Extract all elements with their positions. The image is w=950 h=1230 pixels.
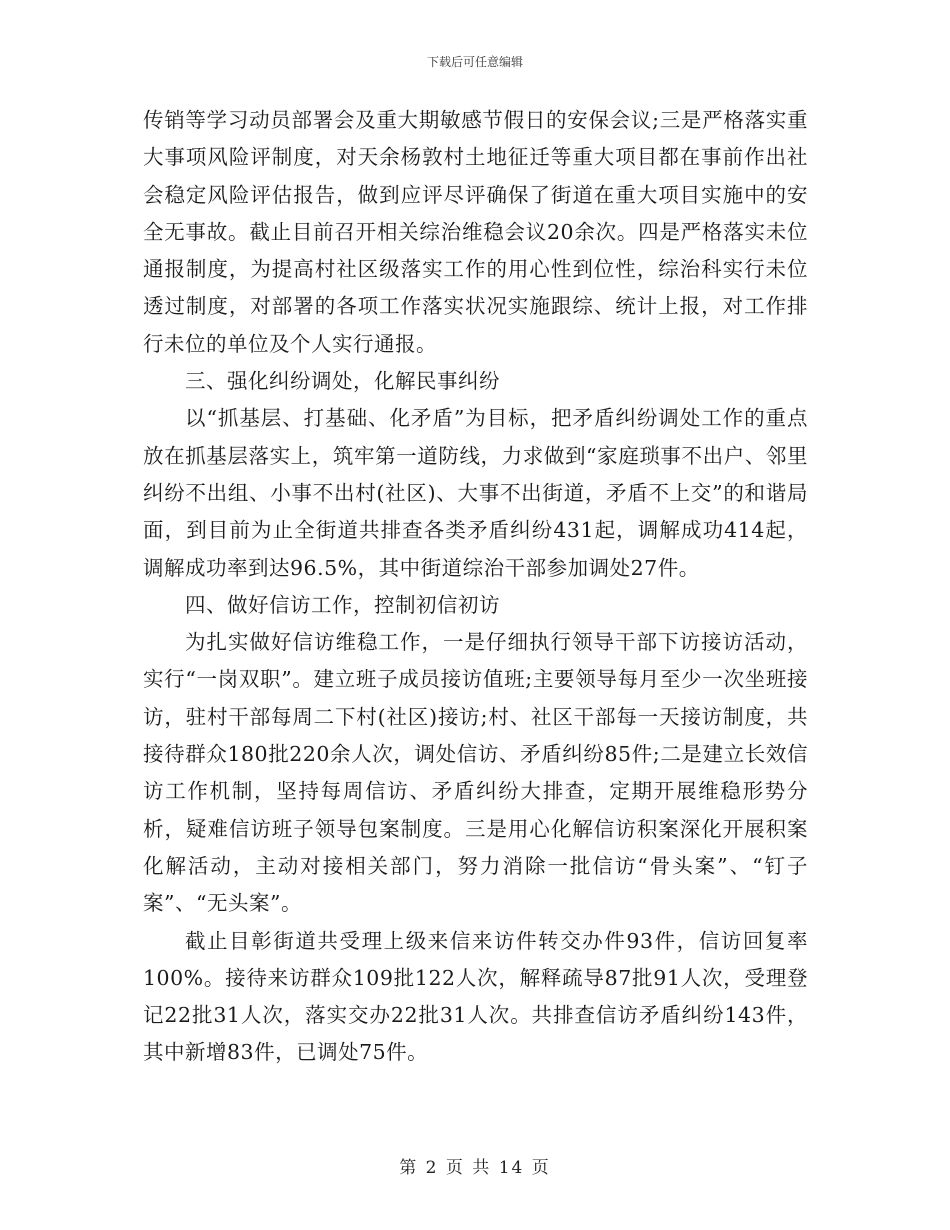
section-heading-3: 三、强化纠纷调处，化解民事纠纷 [185,369,500,394]
paragraph-petition-work: 为扎实做好信访维稳工作，一是仔细执行领导干部下访接访活动，实行“一岗双职”。建立班子成员接访值班;主要领导每月至少一次坐班接访，驻村干部每周二下村(社区)接访;村、社区干部每一天接访制度，共接待群众180批220余人次，调处信访、矛盾纠纷85件;二是建立长效信访工作机制，坚持每周信访、矛盾纠纷大排查，定期开展维稳形势分析，疑难信访班子领导包案制度。三是用心化解信访积案深化开展积案化解活动，主动对接相关部门，努力消除一批信访“骨头案”、“钉子案”、“无头案”。 [143,630,808,916]
paragraph-petition-stats: 截止目彰街道共受理上级来信来访件转交办件93件，信访回复率100%。接待来访群众109批122人次，解释疏导87批91人次，受理登记22批31人次，落实交办22批31人次。共排查信访矛盾纠纷143件，其中新增83件，已调处75件。 [143,928,808,1065]
paragraph-dispute-mediation: 以“抓基层、打基础、化矛盾”为目标，把矛盾纠纷调处工作的重点放在抓基层落实上，筑牢第一道防线，力求做到“家庭琐事不出户、邻里纠纷不出组、小事不出村(社区)、大事不出街道，矛盾不上交”的和谐局面，到目前为止全街道共排查各类矛盾纠纷431起，调解成功414起，调解成功率到达96.5%，其中街道综治干部参加调处27件。 [143,406,808,580]
header-note: 下载后可任意编辑 [426,55,523,69]
page-number-footer: 第 2 页 共 14 页 [399,1158,551,1178]
section-heading-4: 四、做好信访工作，控制初信初访 [185,592,500,617]
document-body [143,102,808,1072]
paragraph-continuation: 传销等学习动员部署会及重大期敏感节假日的安保会议;三是严格落实重大事项风险评制度，对天余杨敦村土地征迁等重大项目都在事前作出社会稳定风险评估报告，做到应评尽评确保了街道在重大项目实施中的安全无事故。截止目前召开相关综治维稳会议20余次。四是严格落实未位通报制度，为提高村社区级落实工作的用心性到位性，综治科实行未位透过制度，对部署的各项工作落实状况实施跟综、统计上报，对工作排行未位的单位及个人实行通报。 [143,108,808,356]
